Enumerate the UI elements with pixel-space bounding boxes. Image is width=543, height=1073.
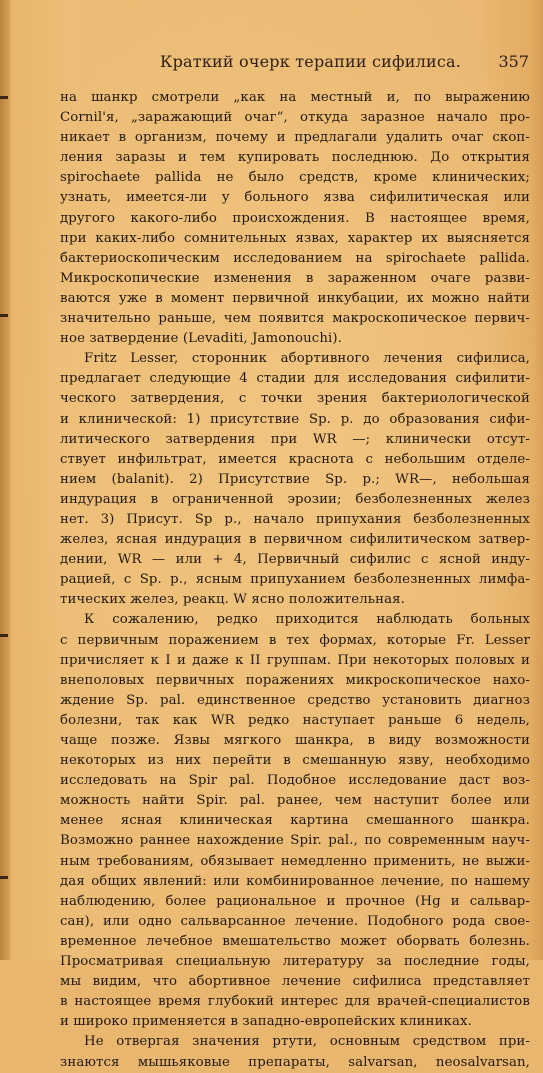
text-line: Не отвергая значения ртути, основным средством при- — [84, 1034, 530, 1050]
text-line: и клинической: 1) присутствие Sp. p. до образования сифи- — [60, 411, 530, 427]
text-line: ваются уже в момент первичной инкубации, их можно найти — [60, 290, 530, 306]
text-line: К сожалению, редко приходится наблюдать больных — [84, 612, 530, 628]
text-line: можность найти Spir. pal. ранее, чем наступит более или — [60, 793, 530, 809]
text-line: spirochaete pallida не было средств, кроме клинических; — [60, 170, 530, 186]
text-line: и широко применяется в западно-европейских клиниках. — [60, 1014, 472, 1030]
text-line: знаются мышьяковые препараты, salvarsan, neosalvarsan, — [60, 1054, 530, 1070]
text-line: менее ясная клиническая картина смешанного шанкра. — [60, 813, 530, 829]
margin-mark — [0, 96, 8, 99]
text-line: значительно раньше, чем появится макроскопическое первич- — [60, 311, 530, 327]
margin-mark — [0, 314, 8, 317]
text-line: литического затвердения при WR —; клинически отсут- — [60, 431, 530, 447]
text-line: Fritz Lesser, сторонник абортивного лечения сифилиса, — [84, 351, 530, 367]
text-line: ным требованиям, обязывает немедленно применить, не выжи- — [60, 853, 530, 869]
text-line: другого какого-либо происхождения. В настоящее время, — [60, 210, 530, 226]
text-line: некоторых из них перейти в смешанную язву, необходимо — [60, 753, 530, 769]
text-line: причисляет к I и даже к II группам. При некоторых половых и — [60, 652, 530, 668]
text-line: внеполовых первичных поражениях микроскопическое нахо- — [60, 672, 530, 688]
text-line: чаще позже. Язвы мягкого шанкра, в виду возможности — [60, 733, 530, 748]
text-line: ления заразы и тем купировать последнюю. До открытия — [60, 150, 530, 166]
text-line: желез, ясная индурация в первичном сифилитическом затвер- — [60, 532, 530, 548]
text-line: при каких-либо сомнительных язвах, характер их выясняется — [60, 230, 530, 246]
text-line: ждение Sp. pal. единственное средство установить диагноз — [60, 692, 530, 708]
text-line: Cornil'я, „заражающий очаг“, откуда заразное начало про- — [60, 110, 530, 126]
text-line: болезни, так как WR редко наступает раньше 6 недель, — [60, 712, 530, 728]
page-spine-edge — [0, 0, 10, 960]
text-line: бактериоскопическим исследованием на spirochaete pallida. — [60, 250, 530, 266]
text-line: ческого затвердения, с точки зрения бактериологической — [60, 391, 530, 407]
margin-mark — [0, 634, 8, 637]
text-line: нием (balanit). 2) Присутствие Sp. p.; WR—, небольшая — [60, 471, 530, 487]
text-line: предлагает следующие 4 стадии для исследования сифилити- — [60, 371, 530, 387]
text-line: рацией, с Sp. p., ясным припуханием безболезненных лимфа- — [60, 572, 530, 588]
running-head: Краткий очерк терапии сифилиса. — [160, 52, 462, 71]
text-line: с первичным поражением в тех формах, которые Fr. Lesser — [60, 632, 530, 648]
text-line: временное лечебное вмешательство может оборвать болезнь. — [60, 933, 530, 949]
text-line: Возможно раннее нахождение Spir. pal., по современным науч- — [60, 833, 530, 849]
text-line: Просматривая специальную литературу за последние годы, — [60, 954, 530, 970]
page-number: 357 — [498, 52, 529, 71]
text-line: индурация в ограниченной эрозии; безболезненных желез — [60, 491, 530, 507]
text-line: Микроскопические изменения в зараженном очаге разви- — [60, 270, 530, 286]
text-line: в настоящее время глубокий интерес для врачей-специалистов — [60, 994, 530, 1010]
text-line: исследовать на Spir pal. Подобное исследование даст воз- — [60, 773, 530, 789]
text-line: дении, WR — или + 4, Первичный сифилис с ясной инду- — [60, 552, 530, 568]
text-line: наблюдению, более рациональное и прочное (Hg и сальвар- — [60, 893, 530, 909]
text-line: дая общих явлений: или комбинированное лечение, по нашему — [60, 873, 530, 889]
text-line: нет. 3) Присут. Sp p., начало припухания безболезненных — [60, 511, 530, 527]
text-line: никает в организм, почему и предлагали удалить очаг скоп- — [60, 130, 530, 146]
text-line: узнать, имеется-ли у больного язва сифилитическая или — [60, 190, 530, 206]
body-text — [60, 88, 530, 1073]
text-line: сан), или одно сальварсанное лечение. Подобного рода свое- — [60, 913, 530, 929]
text-line: мы видим, что абортивное лечение сифилиса представляет — [60, 974, 530, 990]
text-line: тических желез, реакц. W ясно положительная. — [60, 592, 405, 608]
margin-mark — [0, 876, 8, 879]
text-line: ствует инфильтрат, имеется краснота с небольшим отделе- — [60, 451, 530, 467]
page-header — [160, 52, 529, 76]
text-line: ное затвердение (Levaditi, Jamonouchi). — [60, 331, 342, 347]
text-line: на шанкр смотрели „как на местный и, по выражению — [60, 90, 530, 105]
